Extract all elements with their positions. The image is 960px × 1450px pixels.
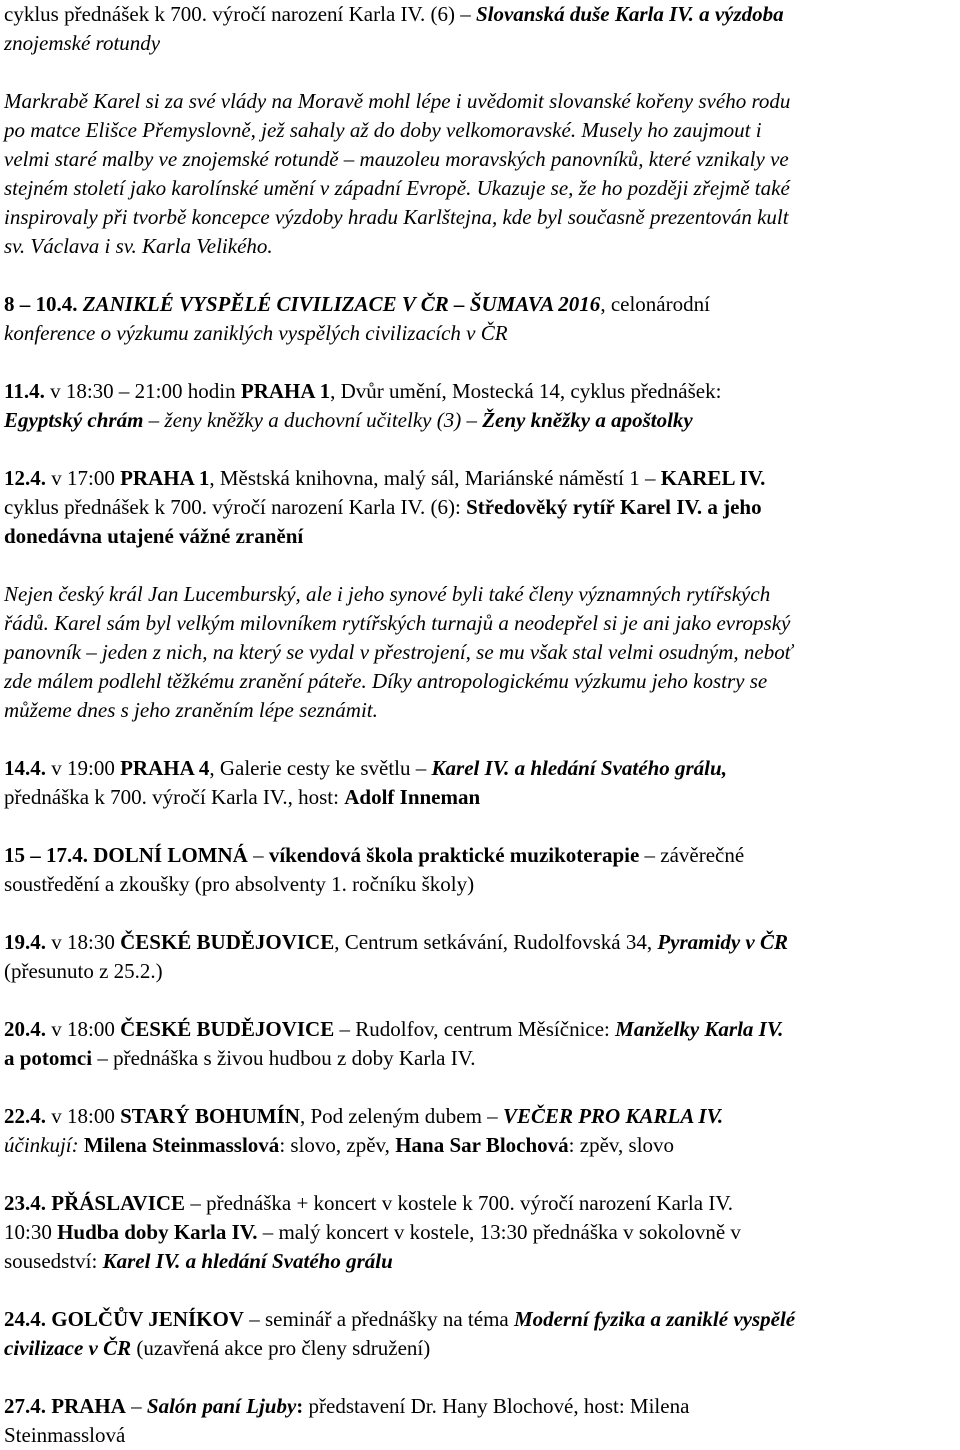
event-22-4 [4, 1102, 954, 1160]
text-run: Hudba doby Karla IV. [57, 1220, 258, 1244]
text-run: sousedství: [4, 1249, 103, 1273]
paragraph-nejen-cesky-kral [4, 580, 954, 725]
event-15-17-4 [4, 841, 954, 899]
text-run: znojemské rotundy [4, 31, 161, 55]
text-run: konference o výzkumu zaniklých vyspělých civilizacích v ČR [4, 321, 508, 345]
text-run: : zpěv, slovo [568, 1133, 675, 1157]
text-run: můžeme dnes s jeho zraněním lépe seznámit. [4, 698, 378, 722]
text-run: 8 – 10.4. [4, 292, 83, 316]
event-24-4 [4, 1305, 954, 1363]
text-run: Pyramidy v ČR [657, 930, 789, 954]
text-run: Středověký rytíř Karel IV. a jeho [466, 495, 762, 519]
text-run: Manželky Karla IV. [615, 1017, 784, 1041]
text-run: – přednáška s živou hudbou z doby Karla IV. [92, 1046, 476, 1070]
text-run: a potomci [4, 1046, 93, 1070]
text-run: Karel IV. a hledání Svatého grálu [102, 1249, 393, 1273]
text-run: cyklus přednášek k 700. výročí narození Karla IV. (6): [4, 495, 467, 519]
event-19-4 [4, 928, 954, 986]
text-run: stejném století jako karolínské umění v západní Evropě. Ukazuje se, že ho později zřejmě také [4, 176, 790, 200]
text-run: ČESKÉ BUDĚJOVICE [120, 1017, 335, 1041]
text-run: ČESKÉ BUDĚJOVICE [120, 930, 335, 954]
text-run: 24.4. GOLČŮV JENÍKOV [4, 1307, 244, 1331]
text-run: Karel IV. a hledání Svatého grálu, [431, 756, 727, 780]
event-12-4 [4, 464, 954, 551]
text-run: 22.4. [4, 1104, 46, 1128]
paragraph-cyklus-slovanska-duse [4, 0, 954, 58]
text-run: Egyptský chrám [4, 408, 144, 432]
text-run: , Centrum setkávání, Rudolfovská 34, [334, 930, 658, 954]
paragraph-markrabe-karel [4, 87, 954, 261]
text-run: , celonárodní [600, 292, 710, 316]
event-23-4 [4, 1189, 954, 1276]
event-8-10-4 [4, 290, 954, 348]
text-run: zde málem podlehl těžkému zranění páteře. Díky antropologickému výzkumu jeho kostry se [4, 669, 768, 693]
text-run: (uzavřená akce pro členy sdružení) [131, 1336, 431, 1360]
text-run: cyklus přednášek k 700. výročí narození Karla IV. (6) – [4, 2, 476, 26]
event-11-4 [4, 377, 954, 435]
text-run: 10:30 [4, 1220, 58, 1244]
text-run: – [125, 1394, 147, 1418]
text-run: – malý koncert v kostele, 13:30 přednáška v sokolovně v [257, 1220, 741, 1244]
text-run: Slovanská duše Karla IV. a výzdoba [475, 2, 784, 26]
text-run: 15 – 17.4. DOLNÍ LOMNÁ [4, 843, 248, 867]
text-run: Ženy kněžky a apoštolky [482, 408, 693, 432]
text-run: v 19:00 [46, 756, 121, 780]
text-run: 12.4. [4, 466, 46, 490]
text-run: VEČER PRO KARLA IV. [502, 1104, 724, 1128]
event-27-4 [4, 1392, 954, 1450]
text-run: v 18:00 [46, 1104, 121, 1128]
text-run: civilizace v ČR [4, 1336, 132, 1360]
text-run: – seminář a přednášky na téma [243, 1307, 514, 1331]
text-run: Milena Steinmasslová [83, 1133, 280, 1157]
text-run: , Městská knihovna, malý sál, Mariánské náměstí 1 – [209, 466, 661, 490]
text-run: Steinmasslová [4, 1423, 126, 1447]
text-run: v 17:00 [46, 466, 121, 490]
event-14-4 [4, 754, 954, 812]
text-run: 19.4. [4, 930, 46, 954]
text-run: : [296, 1394, 309, 1418]
text-run: Nejen český král Jan Lucemburský, ale i jeho synové byli také členy významných rytířských [4, 582, 771, 606]
text-run: , Galerie cesty ke světlu – [209, 756, 432, 780]
text-run: – závěrečné [639, 843, 745, 867]
text-run: v 18:30 [46, 930, 121, 954]
text-run: Moderní fyzika a zaniklé vyspělé [513, 1307, 796, 1331]
text-run: účinkují: [4, 1133, 79, 1157]
text-run: ZANIKLÉ VYSPĚLÉ CIVILIZACE V ČR – ŠUMAVA 2016 [82, 292, 601, 316]
text-run: 20.4. [4, 1017, 46, 1041]
text-run: : slovo, zpěv, [279, 1133, 396, 1157]
text-run: , Pod zeleným dubem – [299, 1104, 503, 1128]
text-run: donedávna utajené vážné zranění [4, 524, 304, 548]
text-run: 23.4. PŘÁSLAVICE [4, 1191, 186, 1215]
text-run: PRAHA 1 [120, 466, 210, 490]
text-run: představení Dr. Hany Blochové, host: Milena [308, 1394, 690, 1418]
text-run: , Dvůr umění, Mostecká 14, cyklus přednášek: [330, 379, 722, 403]
text-run: STARÝ BOHUMÍN [120, 1104, 300, 1128]
text-run: sv. Václava i sv. Karla Velikého. [4, 234, 273, 258]
text-run: – ženy kněžky a duchovní učitelky (3) – [143, 408, 483, 432]
text-run: Markrabě Karel si za své vlády na Moravě mohl lépe i uvědomit slovanské kořeny svého rodu [4, 89, 791, 113]
text-run: – přednáška + koncert v kostele k 700. výročí narození Karla IV. [185, 1191, 734, 1215]
text-run: panovník – jeden z nich, na který se vydal v přestrojení, se mu však stal velmi osudným, neboť [4, 640, 793, 664]
text-run: PRAHA 1 [240, 379, 331, 403]
event-20-4 [4, 1015, 954, 1073]
text-run: soustředění a zkoušky (pro absolventy 1. ročníku školy) [4, 872, 475, 896]
text-run: inspirovaly při tvorbě koncepce výzdoby hradu Karlštejna, kde byl současně prezentován kult [4, 205, 789, 229]
text-run: Hana Sar Blochová [395, 1133, 569, 1157]
text-run: 14.4. [4, 756, 46, 780]
text-run: Adolf Inneman [344, 785, 481, 809]
text-run: – [247, 843, 269, 867]
text-run: víkendová škola praktické muzikoterapie [268, 843, 640, 867]
text-run: po matce Elišce Přemyslovně, jež sahaly až do doby velkomoravské. Musely ho zaujmout i [4, 118, 762, 142]
text-run: – Rudolfov, centrum Měsíčnice: [334, 1017, 616, 1041]
text-run: řádů. Karel sám byl velkým milovníkem rytířských turnajů a neodepřel si je ani jako evropský [4, 611, 791, 635]
text-run: 27.4. PRAHA [4, 1394, 126, 1418]
text-run: KAREL IV. [660, 466, 766, 490]
text-run: v 18:00 [46, 1017, 121, 1041]
text-run: 11.4. [4, 379, 45, 403]
text-run: přednáška k 700. výročí Karla IV., host: [4, 785, 345, 809]
text-run: PRAHA 4 [120, 756, 210, 780]
text-run: Salón paní Ljuby [146, 1394, 297, 1418]
text-run: v 18:30 – 21:00 hodin [44, 379, 241, 403]
text-run: velmi staré malby ve znojemské rotundě – mauzoleu moravských panovníků, které vznikaly ve [4, 147, 789, 171]
text-run: (přesunuto z 25.2.) [4, 959, 163, 983]
